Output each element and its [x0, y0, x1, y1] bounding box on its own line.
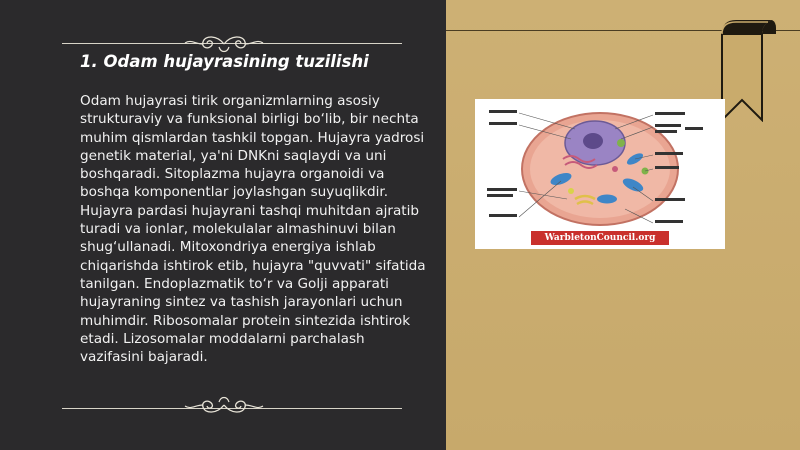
flourish-ornament-icon: [183, 394, 265, 416]
watermark-label: WarbletonCouncil.org: [531, 231, 669, 245]
slide-title: 1. Odam hujayrasining tuzilishi: [80, 52, 369, 71]
bookmark-icon: [718, 16, 778, 122]
animal-cell-illustration: [475, 99, 725, 249]
cell-diagram-image: [475, 99, 725, 249]
slide-body-text: Odam hujayrasi tirik organizmlarning asosiy strukturaviy va funksional birligi bo‘lib, bir nechta muhim qismlardan tashkil topgan. Hujayra yadrosi genetik material, ya'ni DNKni saqlaydi va uni boshqaradi. Sitoplazma hujayra organoidi va boshqa komponentlar joylashgan suyuqlikdir. Hujayra pardasi hujayrani tashqi muhitdan ajratib turadi va ionlar, molekulalar almashinuvi bilan shug‘ullanadi. Mitoxondriya energiya ishlab chiqarishda ishtirok etib, hujayra "quvvati" sifatida tanilgan. Endoplazmatik to‘r va Golji apparati hujayraning sintez va tashish jarayonlari uchun muhimdir. Ribosomalar protein sintezida ishtirok etadi. Lizosomalar moddalarni parchalash vazifasini bajaradi.: [80, 93, 426, 366]
